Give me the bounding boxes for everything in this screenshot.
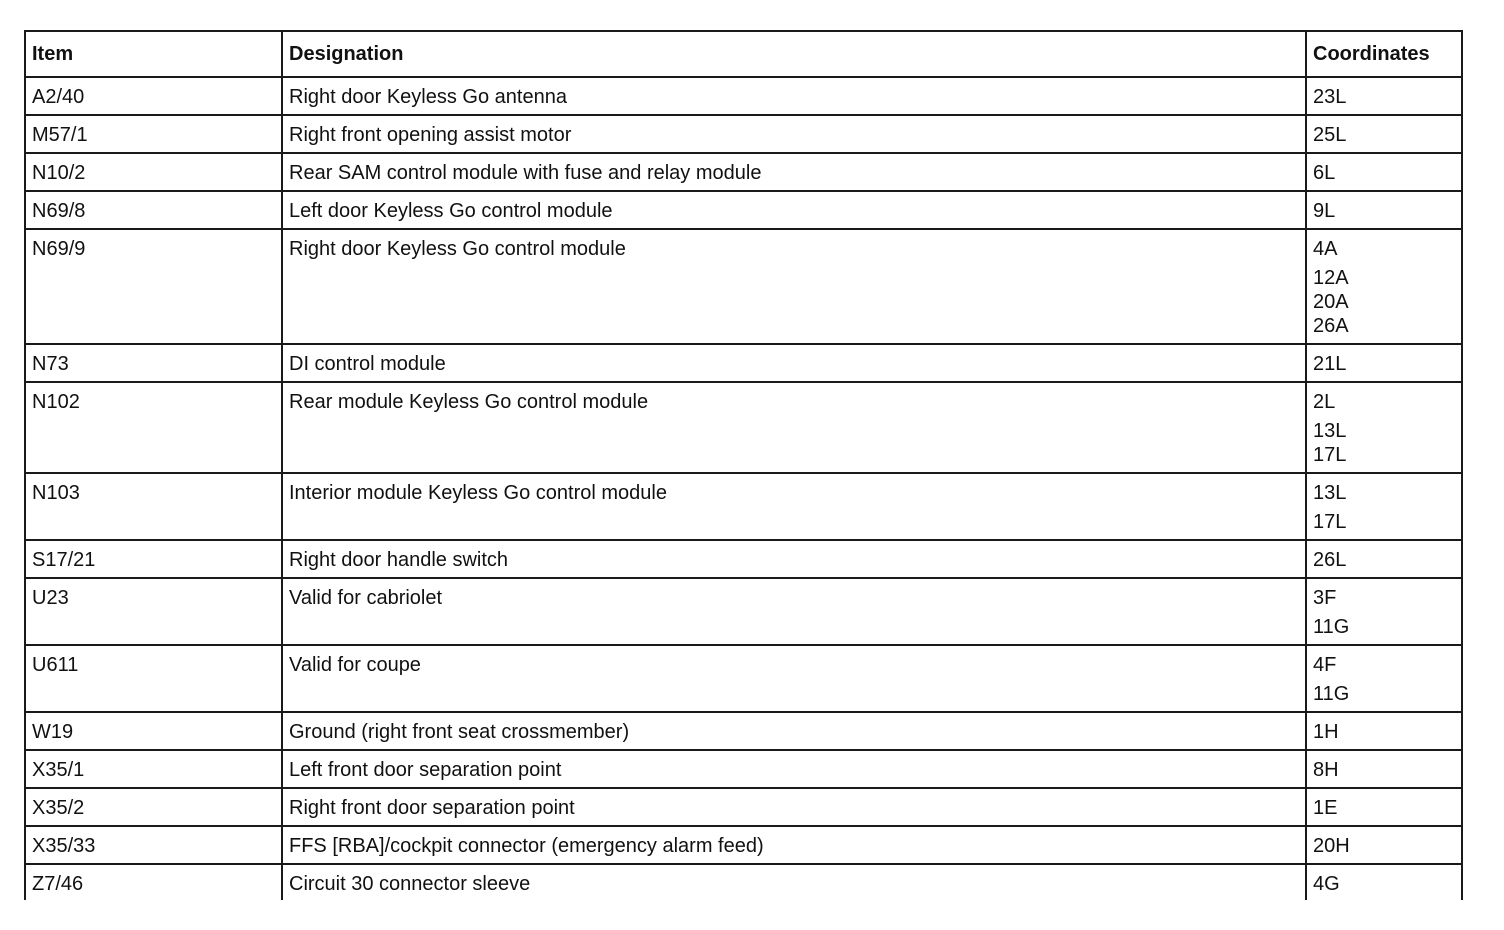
cell-designation: DI control module	[282, 344, 1306, 382]
cell-item: X35/33	[25, 826, 282, 864]
coordinate-value: 23L	[1313, 86, 1347, 108]
coordinate-value: 4F	[1313, 654, 1337, 676]
cell-designation: Right door handle switch	[282, 540, 1306, 578]
table-row	[25, 382, 1462, 473]
coordinate-value: 2L	[1313, 391, 1336, 413]
coordinate-list	[1313, 390, 1455, 467]
coordinate-value: 1E	[1313, 797, 1338, 819]
coordinate-value: 12A	[1313, 267, 1349, 289]
cell-coordinates	[1306, 788, 1462, 826]
coordinate-value: 25L	[1313, 124, 1347, 146]
coordinate-list	[1313, 199, 1455, 223]
document-sheet	[24, 30, 1461, 900]
cell-item: N102	[25, 382, 282, 473]
coordinate-value: 11G	[1313, 683, 1350, 705]
cell-coordinates	[1306, 229, 1462, 344]
table-row	[25, 77, 1462, 115]
cell-coordinates	[1306, 473, 1462, 540]
coordinate-list	[1313, 796, 1455, 820]
header-coordinates: Coordinates	[1306, 31, 1462, 77]
coordinate-value: 4A	[1313, 238, 1338, 260]
coordinate-value: 11G	[1313, 616, 1350, 638]
cell-coordinates	[1306, 344, 1462, 382]
table-row	[25, 578, 1462, 645]
cell-item: M57/1	[25, 115, 282, 153]
cell-item: U23	[25, 578, 282, 645]
cell-coordinates	[1306, 750, 1462, 788]
cell-designation: Rear SAM control module with fuse and relay module	[282, 153, 1306, 191]
coordinate-list	[1313, 653, 1455, 706]
coordinate-value: 20H	[1313, 835, 1350, 857]
coordinate-list	[1313, 834, 1455, 858]
table-row	[25, 115, 1462, 153]
cell-coordinates	[1306, 115, 1462, 153]
table-row	[25, 473, 1462, 540]
coordinate-list	[1313, 481, 1455, 534]
cell-designation: Circuit 30 connector sleeve	[282, 864, 1306, 900]
coordinate-list	[1313, 758, 1455, 782]
coordinate-list	[1313, 720, 1455, 744]
table-row	[25, 229, 1462, 344]
coordinate-list	[1313, 586, 1455, 639]
cell-item: N73	[25, 344, 282, 382]
cell-designation: Rear module Keyless Go control module	[282, 382, 1306, 473]
coordinate-value: 13L	[1313, 420, 1347, 442]
cell-designation: FFS [RBA]/cockpit connector (emergency alarm feed)	[282, 826, 1306, 864]
cell-coordinates	[1306, 382, 1462, 473]
table-row	[25, 153, 1462, 191]
cell-item: N10/2	[25, 153, 282, 191]
coordinate-list	[1313, 85, 1455, 109]
cell-designation: Right door Keyless Go control module	[282, 229, 1306, 344]
cell-item: U611	[25, 645, 282, 712]
table-header	[25, 31, 1462, 77]
cell-designation: Right front door separation point	[282, 788, 1306, 826]
coordinate-value: 13L	[1313, 482, 1347, 504]
coordinate-value: 6L	[1313, 162, 1336, 184]
cell-item: N69/8	[25, 191, 282, 229]
cell-designation: Ground (right front seat crossmember)	[282, 712, 1306, 750]
coordinate-list	[1313, 161, 1455, 185]
cell-coordinates	[1306, 153, 1462, 191]
cell-coordinates	[1306, 77, 1462, 115]
cell-designation: Left front door separation point	[282, 750, 1306, 788]
table-row	[25, 750, 1462, 788]
cell-item: N103	[25, 473, 282, 540]
cell-item: X35/1	[25, 750, 282, 788]
cell-coordinates	[1306, 645, 1462, 712]
coordinate-list	[1313, 352, 1455, 376]
coordinate-value: 9L	[1313, 200, 1336, 222]
cell-item: Z7/46	[25, 864, 282, 900]
coordinate-list	[1313, 872, 1455, 896]
table-row	[25, 788, 1462, 826]
header-designation: Designation	[282, 31, 1306, 77]
cell-designation: Interior module Keyless Go control module	[282, 473, 1306, 540]
table-row	[25, 826, 1462, 864]
coordinate-list	[1313, 548, 1455, 572]
coordinate-value: 26L	[1313, 549, 1347, 571]
cell-designation: Valid for cabriolet	[282, 578, 1306, 645]
table-row	[25, 540, 1462, 578]
cell-coordinates	[1306, 826, 1462, 864]
cell-designation: Valid for coupe	[282, 645, 1306, 712]
coordinate-value: 17L	[1313, 511, 1347, 533]
table-row	[25, 344, 1462, 382]
cell-item: X35/2	[25, 788, 282, 826]
coordinate-value: 26A	[1313, 315, 1349, 337]
cell-coordinates	[1306, 540, 1462, 578]
cell-item: W19	[25, 712, 282, 750]
cell-designation: Left door Keyless Go control module	[282, 191, 1306, 229]
cell-item: A2/40	[25, 77, 282, 115]
table-row	[25, 191, 1462, 229]
coordinate-value: 8H	[1313, 759, 1339, 781]
coordinate-value: 1H	[1313, 721, 1339, 743]
header-item: Item	[25, 31, 282, 77]
cell-designation: Right front opening assist motor	[282, 115, 1306, 153]
component-legend-table	[24, 30, 1463, 900]
cell-coordinates	[1306, 578, 1462, 645]
cell-coordinates	[1306, 712, 1462, 750]
coordinate-value: 17L	[1313, 444, 1347, 466]
table-body	[25, 77, 1462, 900]
cell-coordinates	[1306, 191, 1462, 229]
cell-item: S17/21	[25, 540, 282, 578]
cell-coordinates	[1306, 864, 1462, 900]
header-row	[25, 31, 1462, 77]
table-row	[25, 864, 1462, 900]
coordinate-value: 21L	[1313, 353, 1347, 375]
coordinate-value: 3F	[1313, 587, 1337, 609]
coordinate-list	[1313, 237, 1455, 338]
coordinate-value: 4G	[1313, 873, 1340, 895]
table-row	[25, 712, 1462, 750]
coordinate-value: 20A	[1313, 291, 1349, 313]
table-row	[25, 645, 1462, 712]
coordinate-list	[1313, 123, 1455, 147]
cell-designation: Right door Keyless Go antenna	[282, 77, 1306, 115]
cell-item: N69/9	[25, 229, 282, 344]
